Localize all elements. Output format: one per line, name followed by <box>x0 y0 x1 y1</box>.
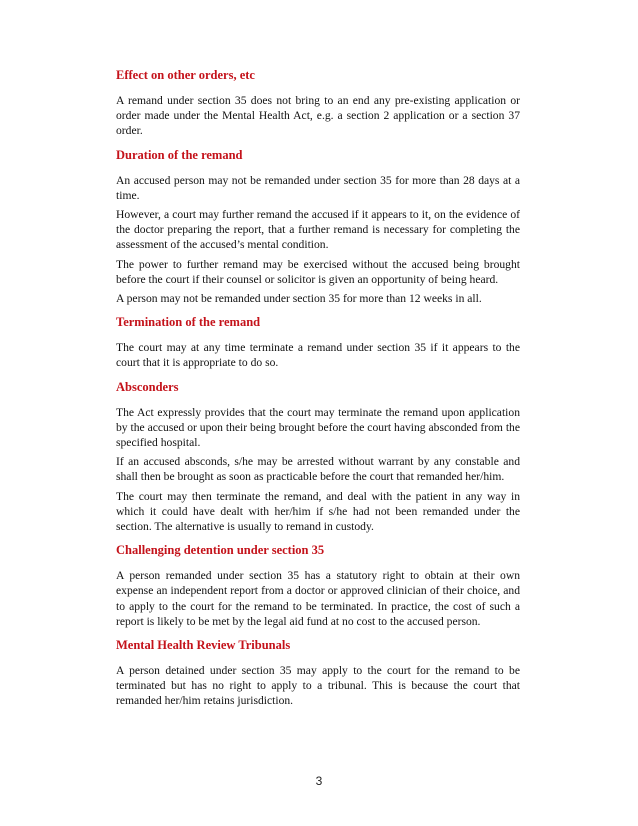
section-challenging-detention <box>116 542 520 629</box>
paragraph: If an accused absconds, s/he may be arrested without warrant by any constable and shall then be brought as soon as practicable before the court that remanded her/him. <box>116 455 520 484</box>
section-heading: Duration of the remand <box>116 147 243 162</box>
paragraph: However, a court may further remand the accused if it appears to it, on the evidence of the doctor preparing the report, that a further remand is necessary for completing the assessment of the accused’s mental condition. <box>116 208 520 252</box>
section-mental-health-review-tribunals <box>116 637 520 709</box>
paragraph: A person may not be remanded under section 35 for more than 12 weeks in all. <box>116 292 482 306</box>
paragraph: A person remanded under section 35 has a statutory right to obtain at their own expense an independent report from a doctor or approved clinician of their choice, and to apply to the court for the remand to be terminated. In practice, the cost of such a report is likely to be met by the legal aid fund at no cost to the accused person. <box>116 569 520 628</box>
page-number: 3 <box>315 774 323 788</box>
section-heading: Effect on other orders, etc <box>116 68 255 82</box>
section-heading: Termination of the remand <box>116 315 261 330</box>
section-effect-on-other-orders <box>116 67 520 139</box>
section-absconders <box>116 379 520 535</box>
paragraph: An accused person may not be remanded under section 35 for more than 28 days at a time. <box>116 173 520 202</box>
paragraph: A person detained under section 35 may apply to the court for the remand to be terminated but has no right to apply to a tribunal. This is because the court that remanded her/him retains jurisdiction. <box>116 664 520 708</box>
paragraph: The court may at any time terminate a remand under section 35 if it appears to the court that it is appropriate to do so. <box>116 341 520 370</box>
paragraph: The Act expressly provides that the court may terminate the remand upon application by the accused or upon their being brought before the court having absconded from the specified hospital. <box>116 405 520 450</box>
section-heading: Mental Health Review Tribunals <box>116 638 291 653</box>
section-duration-of-remand <box>116 147 520 307</box>
section-heading: Challenging detention under section 35 <box>116 543 325 558</box>
document-body <box>116 67 520 717</box>
paragraph: The power to further remand may be exercised without the accused being brought before the court if their counsel or solicitor is given an opportunity of being heard. <box>116 257 520 286</box>
paragraph: The court may then terminate the remand, and deal with the patient in any way in which it could have dealt with her/him if s/he had not been remanded under the section. The alternative is usually to remand in custody. <box>116 489 520 534</box>
section-heading: Absconders <box>116 379 179 394</box>
section-termination-of-remand <box>116 314 520 370</box>
paragraph: A remand under section 35 does not bring to an end any pre-existing application or order made under the Mental Health Act, e.g. a section 2 application or a section 37 order. <box>116 94 520 138</box>
